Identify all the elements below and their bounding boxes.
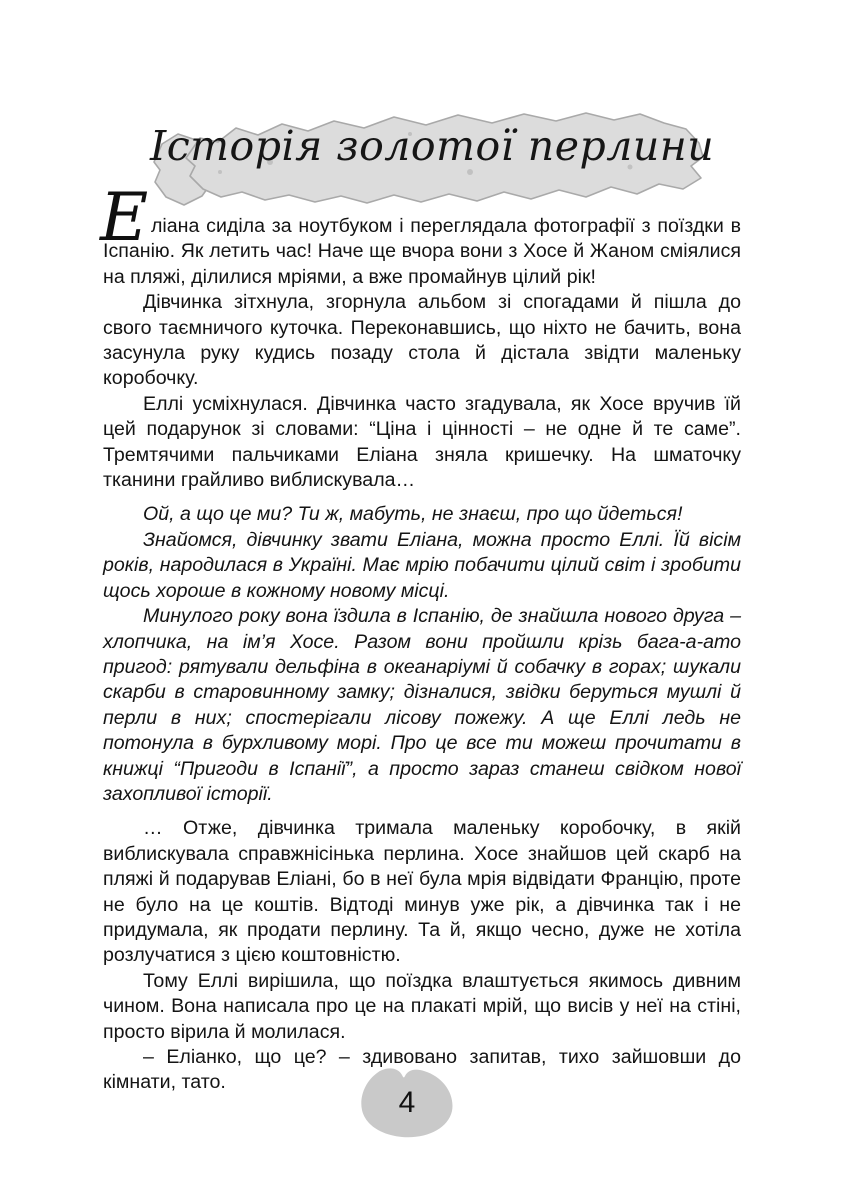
paragraph: … Отже, дівчинка тримала маленьку коробочку, в якій виблискувала справжнісінька перлина. Хосе знайшов цей скарб на пляжі й подарував Еліані, бо в неї була мрія відвідати Францію, проте не було на це коштів. Відтоді минув уже рік, а дівчинка так і не придумала, як продати перлину. Та й, якщо чесно, дуже не хотіла розлучатися з цією коштовністю. xyxy=(103,817,741,967)
page-number: 4 xyxy=(398,1086,416,1119)
paragraph: Еллі усміхнулася. Дівчинка часто згадувала, як Хосе вручив їй цей подарунок зі словами: “Ціна і цінності – не одне й те саме”. Тремтячими пальчиками Еліана зняла кришечку. На шматочку тканини грайливо виблискувала… xyxy=(103,392,741,492)
body-text xyxy=(100,179,741,1096)
chapter-title-banner xyxy=(150,102,715,214)
chapter-title: Історія золотої перлини xyxy=(150,122,715,170)
paragraph: Тому Еллі вирішила, що поїздка влаштується якимось дивним чином. Вона написала про це на плакаті мрій, що висів у неї на стіні, просто вірила й молилася. xyxy=(103,969,741,1043)
paragraph: Е ліана сиділа за ноутбуком і переглядала фотографії з поїздки в Іспанію. Як летить час! Наче ще вчора вони з Хосе й Жаном сміялися на пляжі, ділилися мріями, а вже промайнув цілий рік! xyxy=(100,179,741,288)
paragraph: Знайомся, дівчинку звати Еліана, можна просто Еллі. Їй вісім років, народилася в Україні. Має мрію побачити цілий світ і зробити щось хороше в кожному новому місці. xyxy=(103,528,741,602)
page-number-badge xyxy=(358,1064,456,1140)
paragraph: – Еліанко, що це? – здивовано запитав, тихо зайшовши до кімнати, тато. xyxy=(103,1046,741,1094)
drop-cap-letter: Е xyxy=(100,179,149,256)
paragraph: Ой, а що це ми? Ти ж, мабуть, не знаєш, про що йдеться! xyxy=(143,503,683,526)
paragraph: Дівчинка зітхнула, згорнула альбом зі спогадами й пішла до свого таємничого куточка. Переконавшись, що ніхто не бачить, вона засунула руку кудись позаду стола й дістала звідти маленьку коробочку. xyxy=(103,291,741,390)
paragraph: Минулого року вона їздила в Іспанію, де знайшла нового друга – хлопчика, на ім’я Хосе. Разом вони пройшли крізь бага-а-ато пригод: рятували дельфіна в океанаріумі й собачку в горах; шукали скарби в старовинному замку; дізналися, звідки беруться мушлі й перли в них; спостерігали лісову пожежу. А ще Еллі ледь не потонула в бурхливому морі. Про це все ти можеш прочитати в книжці “Пригоди в Іспанії”, а просто зараз станеш свідком нової захопливої історії. xyxy=(103,605,741,805)
